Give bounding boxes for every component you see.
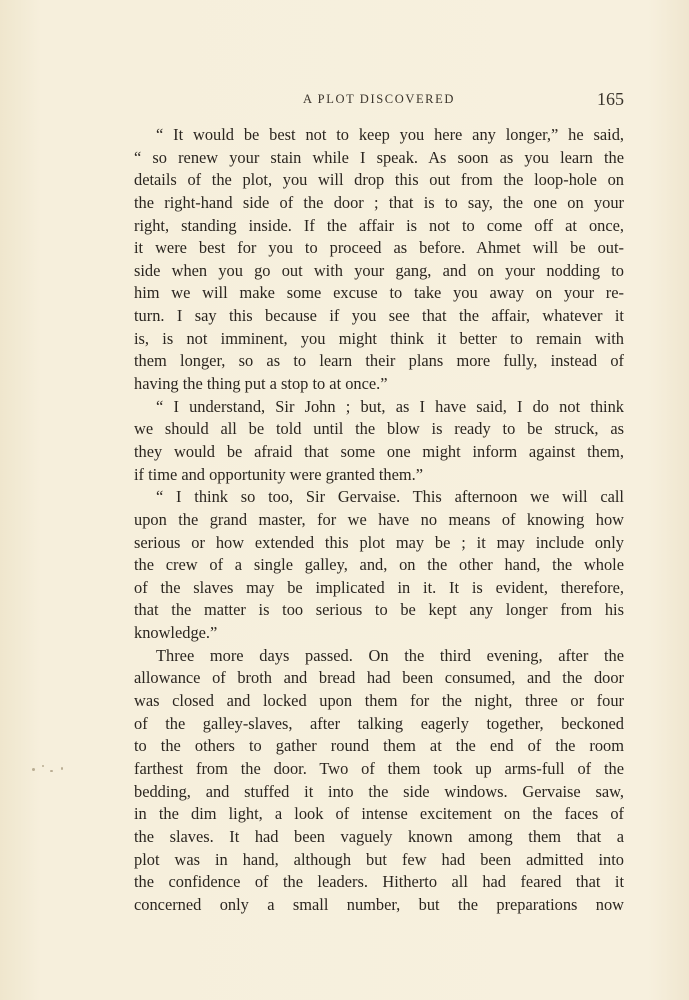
text-line: serious or how extended this plot may be ; it may include only — [134, 532, 624, 552]
text-line: the right-hand side of the door ; that is to say, the one on your — [134, 192, 624, 212]
running-head — [134, 89, 624, 112]
text-line: “ I think so too, Sir Gervaise. This afternoon we will call — [156, 487, 624, 507]
speck — [50, 770, 53, 772]
text-line: they would be afraid that some one might inform against them, — [134, 441, 624, 461]
text-line: that the matter is too serious to be kept any longer from his — [134, 600, 624, 620]
speck — [42, 765, 44, 767]
text-line: of the galley-slaves, after talking eagerly together, beckoned — [134, 713, 624, 733]
text-line: allowance of broth and bread had been consumed, and the door — [134, 668, 624, 688]
text-line: the confidence of the leaders. Hitherto all had feared that it — [134, 872, 624, 892]
text-line: him we will make some excuse to take you away on your re- — [134, 283, 624, 303]
text-line: “ It would be best not to keep you here any longer,” he said, — [156, 125, 624, 144]
text-line: farthest from the door. Two of them took up arms-full of the — [134, 758, 624, 778]
text-line: “ so renew your stain while I speak. As soon as you learn the — [134, 147, 624, 167]
text-line: to the others to gather round them at the end of the room — [134, 736, 624, 756]
text-line: concerned only a small number, but the preparations now — [134, 894, 624, 914]
text-line: it were best for you to proceed as before. Ahmet will be out- — [134, 238, 624, 258]
running-title: A PLOT DISCOVERED — [303, 92, 455, 106]
text-line: Three more days passed. On the third evening, after the — [156, 645, 624, 665]
text-line: was closed and locked upon them for the night, three or four — [134, 691, 624, 711]
text-line: having the thing put a stop to at once.” — [134, 374, 388, 394]
paper-specks — [30, 762, 70, 776]
speck — [32, 768, 35, 771]
text-line: bedding, and stuffed it into the side windows. Gervaise saw, — [134, 781, 624, 801]
body-text — [134, 124, 624, 916]
text-line: “ I understand, Sir John ; but, as I have said, I do not think — [156, 396, 624, 416]
text-line: right, standing inside. If the affair is not to come off at once, — [134, 215, 624, 235]
text-line: is, is not imminent, you might think it better to remain with — [134, 328, 624, 348]
text-line: we should all be told until the blow is ready to be struck, as — [134, 419, 624, 439]
page-number: 165 — [597, 89, 624, 109]
text-line: side when you go out with your gang, and on your nodding to — [134, 260, 624, 280]
text-line: if time and opportunity were granted them.” — [134, 464, 424, 484]
text-line: upon the grand master, for we have no means of knowing how — [134, 509, 624, 529]
text-line: them longer, so as to learn their plans more fully, instead of — [134, 351, 624, 371]
text-line: of the slaves may be implicated in it. It is evident, therefore, — [134, 577, 624, 597]
text-line: the slaves. It had been vaguely known among them that a — [134, 826, 624, 846]
speck — [61, 767, 63, 770]
text-line: knowledge.” — [134, 623, 218, 643]
text-line: plot was in hand, although but few had been admitted into — [134, 849, 624, 869]
text-line: the crew of a single galley, and, on the other hand, the whole — [134, 555, 624, 575]
text-line: in the dim light, a look of intense excitement on the faces of — [134, 804, 624, 824]
text-line: details of the plot, you will drop this out from the loop-hole on — [134, 170, 624, 190]
text-line: turn. I say this because if you see that the affair, whatever it — [134, 306, 624, 326]
